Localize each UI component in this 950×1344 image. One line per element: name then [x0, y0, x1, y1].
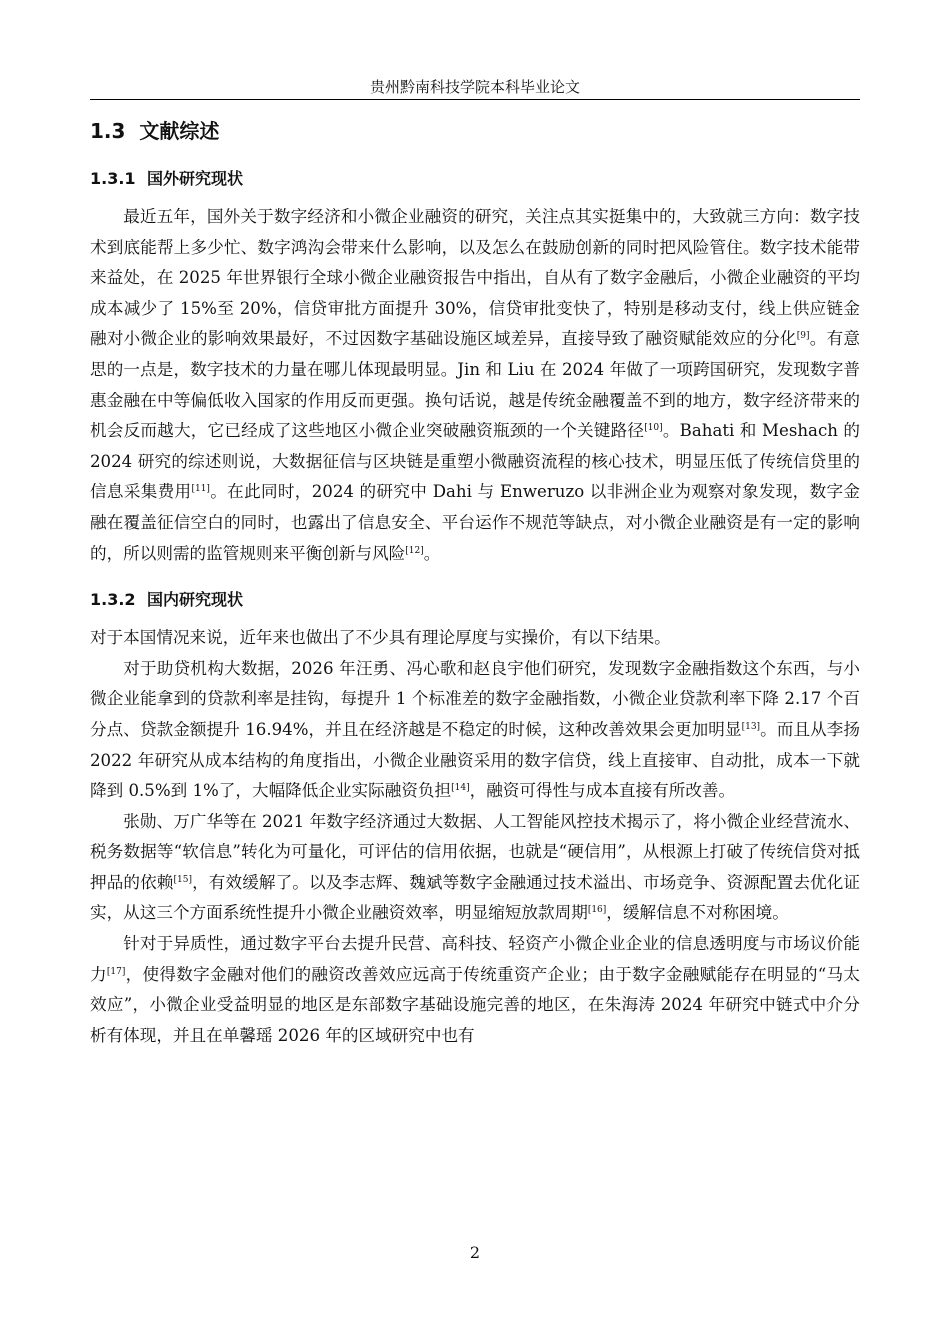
citation: [10] — [644, 423, 663, 434]
page-number: 2 — [469, 1243, 481, 1262]
subsection-title: 国内研究现状 — [147, 590, 244, 610]
paragraph-foreign-research: 最近五年，国外关于数字经济和小微企业融资的研究，关注点其实挺集中的，大致就三方向：数字技术到底能帮上多少忙、数字鸿沟会带来什么影响，以及怎么在鼓励创新的同时把风险管住。数字技术能带来益处，在 2025 年世界银行全球小微企业融资报告中指出，自从有了数字金融后，小微企业融资的平均成本减少了 15%至 20%，信贷审批方面提升 30%，信贷审批变快了，特别是移动支付，线上供应链金融对小微企业的影响效果最好，不过因数字基础设施区域差异，直接导致了融资赋能效应的分化[9]。有意思的一点是，数字技术的力量在哪儿体现最明显。Jin 和 Liu 在 2024 年做了一项跨国研究，发现数字普惠金融在中等偏低收入国家的作用反而更强。换句话说，越是传统金融覆盖不到的地方，数字经济带来的机会反而越大，它已经成了这些地区小微企业突破融资瓶颈的一个关键路径[10]。Bahati 和 Meshach 的 2024 研究的综述则说，大数据征信与区块链是重塑小微融资流程的核心技术，明显压低了传统信贷里的信息采集费用[11]。在此同时，2024 的研究中 Dahi 与 Enwеruzo 以非洲企业为观察对象发现，数字金融在覆盖征信空白的同时，也露出了信息安全、平台运作不规范等缺点，对小微企业融资是有一定的影响的，所以则需的监管规则来平衡创新与风险[12]。 — [90, 207, 861, 563]
citation: [13] — [741, 721, 761, 732]
citation: [14] — [451, 783, 470, 794]
paragraph-domestic-3: 针对于异质性，通过数字平台去提升民营、高科技、轻资产小微企业企业的信息透明度与市场议价能力[17]，使得数字金融对他们的融资改善效应远高于传统重资产企业；由于数字金融赋能存在明显的“马太效应”，小微企业受益明显的地区是东部数字基础设施完善的地区，在朱海涛 2024 年研究中链式中介分析有体现，并且在单馨瑶 2026 年的区域研究中也有 — [90, 934, 861, 1045]
subsection-number: 1.3.1 — [90, 169, 136, 188]
citation: [9] — [796, 331, 810, 342]
header-rule — [90, 99, 860, 100]
citation: [15] — [173, 874, 192, 885]
running-header: 贵州黔南科技学院本科毕业论文 — [369, 78, 580, 96]
paragraph-domestic-intro: 对于本国情况来说，近年来也做出了不少具有理论厚度与实操价，有以下结果。 — [90, 628, 671, 648]
citation: [16] — [587, 905, 607, 916]
citation: [11] — [191, 484, 210, 495]
paragraph-domestic-1: 对于助贷机构大数据，2026 年汪勇、冯心歌和赵良宇他们研究，发现数字金融指数这个东西，与小微企业能拿到的贷款利率是挂钩，每提升 1 个标准差的数字金融指数，小微企业贷款利率下降 2.17 个百分点、贷款金额提升 16.94%，并且在经济越是不稳定的时候，这种改善效果会更加明显[13]。而且从李扬 2022 年研究从成本结构的角度指出，小微企业融资采用的数字信贷，线上直接审、自动批，成本一下就降到 0.5%到 1%了，大幅降低企业实际融资负担[14]，融资可得性与成本直接有所改善。 — [90, 658, 861, 801]
subsection-number: 1.3.2 — [90, 590, 136, 610]
section-number: 1.3 — [90, 119, 126, 143]
section-heading — [90, 112, 860, 150]
citation: [17] — [106, 966, 126, 977]
subsection-heading-foreign — [90, 166, 860, 192]
subsection-heading-domestic — [90, 587, 860, 613]
subsection-title: 国外研究现状 — [147, 169, 244, 188]
section-title: 文献综述 — [139, 119, 220, 143]
page-body — [90, 112, 860, 1051]
paragraph-domestic-2: 张勋、万广华等在 2021 年数字经济通过大数据、人工智能风控技术揭示了，将小微企业经营流水、税务数据等“软信息”转化为可量化，可评估的信用依据，也就是“硬信用”，从根源上打破了传统信贷对抵押品的依赖[15]，有效缓解了。以及李志辉、魏斌等数字金融通过技术溢出、市场竞争、资源配置去优化证实，从这三个方面系统性提升小微企业融资效率，明显缩短放款周期[16]，缓解信息不对称困境。 — [90, 811, 861, 923]
citation: [12] — [405, 545, 424, 556]
